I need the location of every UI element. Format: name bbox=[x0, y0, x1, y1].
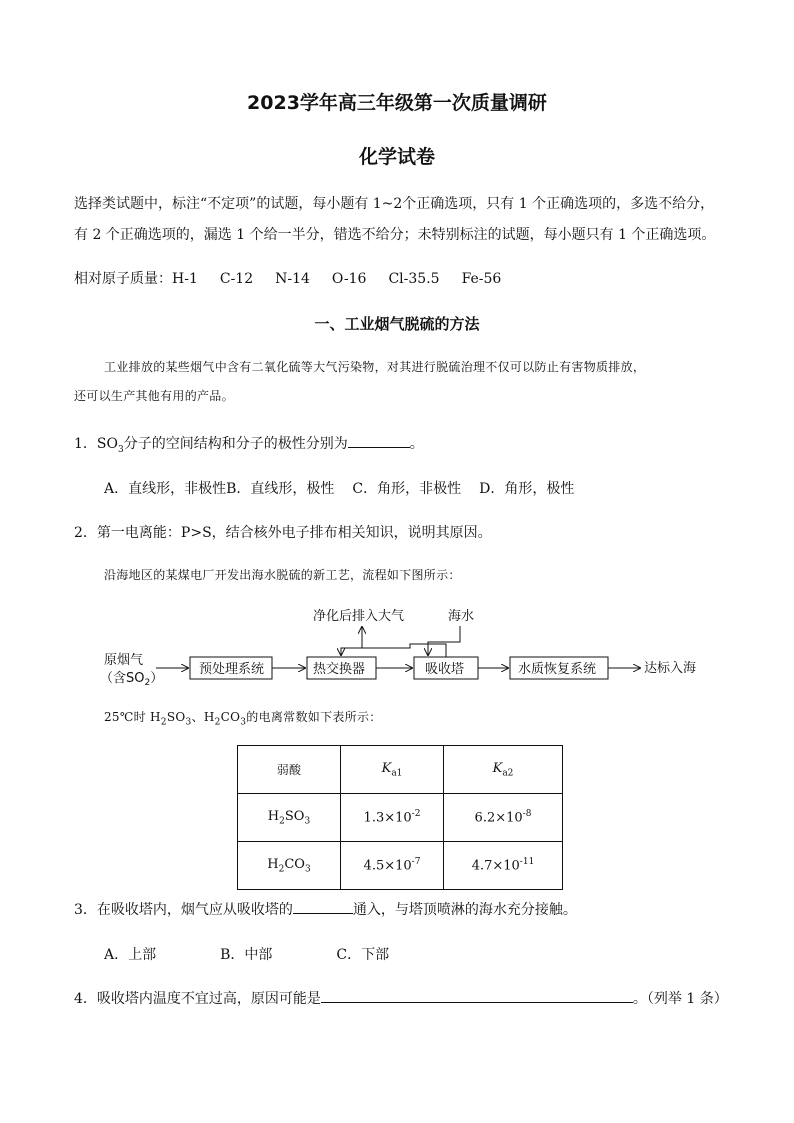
output-label: 达标入海 bbox=[644, 661, 697, 676]
ionization-constant-table bbox=[237, 745, 563, 890]
atomic-mass-item: H-1 bbox=[172, 271, 198, 287]
question-text: 通入，与塔顶喷淋的海水充分接触。 bbox=[352, 902, 577, 918]
ka2-cell: $6.2\times 10^{-8}$ bbox=[444, 794, 563, 842]
process-intro: 沿海地区的某煤电厂开发出海水脱硫的新工艺，流程如下图所示： bbox=[104, 568, 461, 582]
ka2-cell: $4.7\times 10^{-11}$ bbox=[444, 842, 563, 890]
page-subtitle: 化学试卷 bbox=[358, 146, 435, 168]
atomic-mass-label: 相对原子质量： bbox=[74, 271, 172, 287]
question-text: 分子的空间结构和分子的极性分别为 bbox=[123, 436, 348, 452]
question-number: 3． bbox=[74, 902, 97, 918]
option-c[interactable]: C．角形，非极性 bbox=[352, 481, 462, 497]
header-ka2: $K_{a2}$ bbox=[444, 746, 563, 794]
heat-exchanger-label: 热交换器 bbox=[313, 662, 366, 677]
question-number: 2． bbox=[74, 525, 97, 541]
pretreatment-label: 预处理系统 bbox=[199, 662, 265, 677]
question-end: 。 bbox=[409, 436, 424, 452]
question-3-options bbox=[104, 944, 389, 964]
table-header-row bbox=[238, 746, 563, 794]
instructions-line-2: 有 2 个正确选项的，漏选 1 个给一半分，错选不给分；未特别标注的试题，每小题只有 1 个正确选项。 bbox=[74, 227, 716, 243]
option-c[interactable]: C．下部 bbox=[336, 947, 390, 963]
table-row bbox=[238, 842, 563, 890]
header-ka1: $K_{a1}$ bbox=[341, 746, 444, 794]
water-recovery-label: 水质恢复系统 bbox=[518, 662, 597, 677]
input-label-line-1: 原烟气 bbox=[104, 653, 144, 668]
option-a[interactable]: A．直线形，非极性 bbox=[104, 481, 227, 497]
section-title: 一、工业烟气脱硫的方法 bbox=[314, 315, 480, 333]
input-label-line-2: （含$SO_2$） bbox=[100, 671, 164, 688]
formula-subscript: 3 bbox=[118, 444, 124, 455]
acid-cell: $H_2CO_3$ bbox=[238, 842, 341, 890]
formula: SO bbox=[96, 436, 118, 452]
option-b[interactable]: B．中部 bbox=[220, 947, 273, 963]
acid-cell: $H_2SO_3$ bbox=[238, 794, 341, 842]
return-loop-arrow bbox=[341, 644, 446, 657]
atomic-mass-item: Cl-35.5 bbox=[388, 271, 440, 287]
ka1-cell: $4.5\times 10^{-7}$ bbox=[341, 842, 444, 890]
page-title: 2023学年高三年级第一次质量调研 bbox=[247, 92, 547, 114]
question-text: 在吸收塔内，烟气应从吸收塔的 bbox=[96, 902, 293, 918]
atomic-mass-item: N-14 bbox=[275, 271, 310, 287]
question-3 bbox=[74, 899, 577, 919]
option-b[interactable]: B．直线形，极性 bbox=[226, 481, 335, 497]
question-text: 第一电离能：P>S，结合核外电子排布相关知识，说明其原因。 bbox=[96, 525, 492, 541]
answer-blank[interactable] bbox=[321, 988, 633, 1003]
atomic-mass-item: C-12 bbox=[219, 271, 254, 287]
instructions-line-1: 选择类试题中，标注“不定项”的试题，每小题有 1~2个正确选项，只有 1 个正确选项的，多选不给分， bbox=[74, 196, 715, 212]
ka1-cell: $1.3\times 10^{-2}$ bbox=[341, 794, 444, 842]
top-exhaust-label: 净化后排入大气 bbox=[313, 609, 405, 624]
option-a[interactable]: A．上部 bbox=[104, 947, 157, 963]
section-intro-line-2: 还可以生产其他有用的产品。 bbox=[74, 389, 234, 403]
atomic-mass-item: O-16 bbox=[331, 271, 367, 287]
question-number: 4． bbox=[74, 991, 97, 1007]
question-text: 吸收塔内温度不宜过高，原因可能是 bbox=[96, 991, 321, 1007]
seawater-arrow bbox=[428, 626, 460, 655]
table-row bbox=[238, 794, 563, 842]
absorber-label: 吸收塔 bbox=[425, 662, 465, 677]
question-end: 。（列举 1 条） bbox=[632, 991, 728, 1007]
header-acid: 弱酸 bbox=[238, 746, 341, 794]
seawater-label: 海水 bbox=[448, 609, 475, 624]
section-intro-line-1: 工业排放的某些烟气中含有二氧化硫等大气污染物，对其进行脱硫治理不仅可以防止有害物质排放， bbox=[104, 360, 646, 374]
question-number: 1． bbox=[74, 436, 97, 452]
atomic-mass-item: Fe-56 bbox=[461, 271, 502, 287]
answer-blank[interactable] bbox=[293, 899, 353, 914]
question-4 bbox=[74, 988, 728, 1008]
table-intro: 25℃时 $H_2SO_3$、$H_2CO_3$的电离常数如下表所示： bbox=[104, 710, 382, 728]
option-d[interactable]: D．角形，极性 bbox=[479, 481, 575, 497]
